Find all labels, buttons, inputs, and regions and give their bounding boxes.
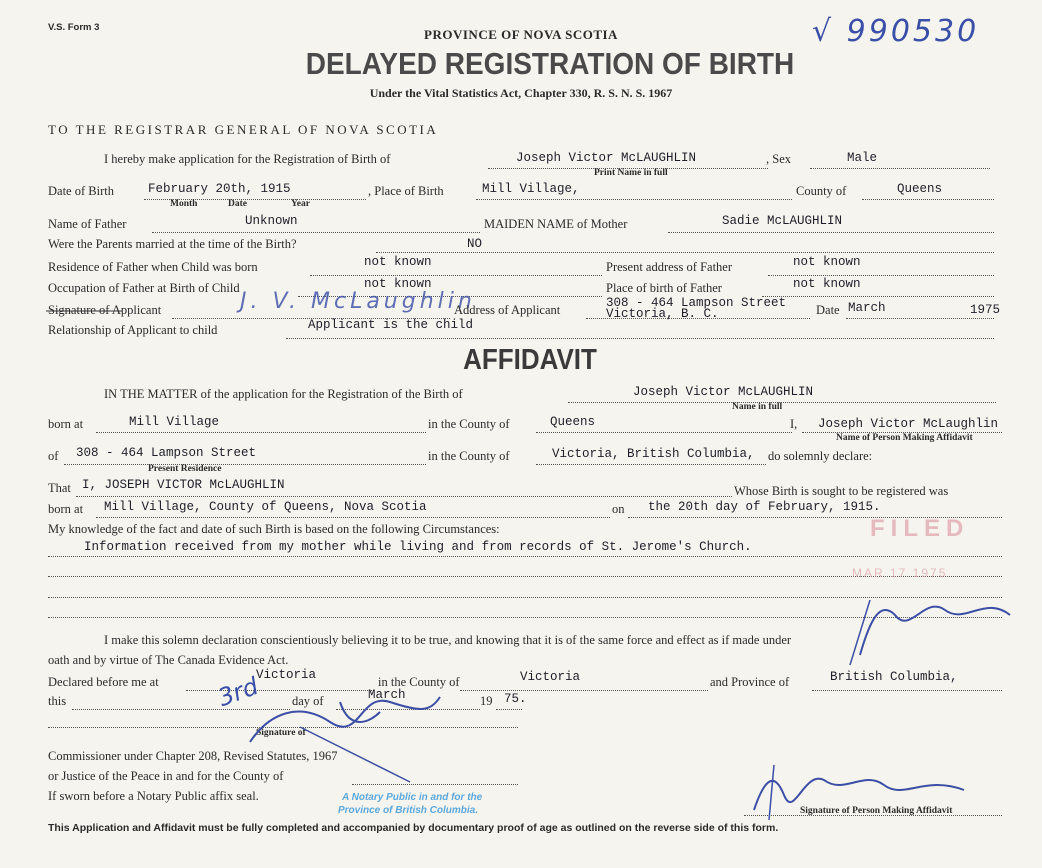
county2-field[interactable]: Victoria, British Columbia, — [552, 447, 755, 461]
filed-stamp: FILED — [870, 515, 970, 542]
married-label: Were the Parents married at the time of the Birth? — [48, 237, 297, 251]
county-label: County of — [796, 184, 847, 198]
commissioner-label: Commissioner under Chapter 208, Revised Statutes, 1967 — [48, 749, 338, 763]
date-label: Date — [816, 303, 840, 317]
mother-field[interactable]: Sadie McLAUGHLIN — [722, 214, 843, 228]
that-field[interactable]: I, JOSEPH VICTOR McLAUGHLIN — [82, 478, 285, 492]
father-field[interactable]: Unknown — [245, 214, 298, 228]
pob-father-label: Place of birth of Father — [606, 281, 722, 295]
filed-stamp-date: MAR 17 1975 — [852, 566, 948, 580]
signature-person-caption: Signature of Person Making Affidavit — [800, 806, 953, 816]
in-county3-label: in the County of — [378, 675, 460, 689]
address-line-2[interactable]: Victoria, B. C. — [606, 307, 719, 321]
sex-field[interactable]: Male — [847, 151, 878, 165]
notary-stamp-line-2: Province of British Columbia. — [338, 805, 479, 816]
knowledge-label: My knowledge of the fact and date of such Birth is based on the following Circumstances: — [48, 522, 500, 536]
day-of-label: day of — [292, 694, 324, 708]
born-at-label: born at — [48, 417, 84, 431]
in-county-label: in the County of — [428, 417, 510, 431]
solemn-line-1: I make this solemn declaration conscientiously believing it to be true, and knowing that it is of the same force and effect as if made under — [104, 633, 792, 647]
date-caption: Date — [228, 199, 247, 209]
notary-label: If sworn before a Notary Public affix seal. — [48, 789, 259, 803]
married-field[interactable]: NO — [467, 237, 483, 251]
present-father-field[interactable]: not known — [793, 255, 861, 269]
province-title: PROVINCE OF NOVA SCOTIA — [424, 27, 618, 42]
date-year-field[interactable]: 1975 — [970, 303, 1001, 317]
date-month-field[interactable]: March — [848, 301, 886, 315]
county3-field[interactable]: Victoria — [520, 670, 581, 684]
residence-field[interactable]: 308 - 464 Lampson Street — [76, 446, 257, 460]
of-label: of — [48, 449, 59, 463]
relationship-label: Relationship of Applicant to child — [48, 323, 218, 337]
handwritten-registration-number: √ 990530 — [812, 14, 980, 49]
justice-label: or Justice of the Peace in and for the County of — [48, 769, 284, 783]
i-label: I, — [790, 417, 798, 431]
occ-father-field[interactable]: not known — [364, 277, 432, 291]
signature-applicant-label: Signature of Applicant — [48, 303, 162, 317]
that-label: That — [48, 481, 71, 495]
present-father-label: Present address of Father — [606, 260, 733, 274]
father-label: Name of Father — [48, 217, 127, 231]
on-date-field[interactable]: the 20th day of February, 1915. — [648, 500, 881, 514]
affidavit-intro: IN THE MATTER of the application for the Registration of the Birth of — [104, 387, 463, 401]
circumstances-field[interactable]: Information received from my mother while living and from records of St. Jerome's Church. — [84, 540, 752, 554]
residence-caption: Present Residence — [148, 464, 222, 474]
mother-label: MAIDEN NAME of Mother — [484, 217, 628, 231]
this-label: this — [48, 694, 67, 708]
intro-label: I hereby make application for the Registration of Birth of — [104, 152, 391, 166]
affidavit-name-field[interactable]: Joseph Victor McLAUGHLIN — [633, 385, 814, 399]
pob-field[interactable]: Mill Village, — [482, 182, 580, 196]
applicant-signature[interactable]: J. V. McLaughlin — [240, 289, 476, 314]
year-field[interactable]: 75. — [504, 692, 527, 706]
commissioner-signature[interactable] — [240, 672, 460, 792]
dob-label: Date of Birth — [48, 184, 114, 198]
declared-label: Declared before me at — [48, 675, 159, 689]
affidavit-heading: AFFIDAVIT — [463, 342, 597, 376]
solemn-line-2: oath and by virtue of The Canada Evidence Act. — [48, 653, 289, 667]
form-title: DELAYED REGISTRATION OF BIRTH — [305, 46, 795, 81]
month-caption: Month — [170, 199, 198, 209]
declare-label: do solemnly declare: — [768, 449, 873, 463]
province-field[interactable]: British Columbia, — [830, 670, 958, 684]
pob-label: , Place of Birth — [368, 184, 444, 198]
month-field[interactable]: March — [368, 688, 406, 702]
strike-through-mark — [46, 309, 122, 313]
notary-stamp-line-1: A Notary Public in and for the — [342, 792, 483, 803]
dob-field[interactable]: February 20th, 1915 — [148, 182, 291, 196]
form-number: V.S. Form 3 — [48, 22, 100, 33]
whose-birth-label: Whose Birth is sought to be registered was — [734, 484, 949, 498]
address-label: Address of Applicant — [454, 303, 561, 317]
declared-at-field[interactable]: Victoria — [256, 668, 317, 682]
signature-of-caption: Signature of — [256, 728, 306, 738]
on-label: on — [612, 502, 625, 516]
year-caption: Year — [291, 199, 310, 209]
act-subtitle: Under the Vital Statistics Act, Chapter 330, R. S. N. S. 1967 — [369, 86, 673, 100]
address-line-1[interactable]: 308 - 464 Lampson Street — [606, 296, 787, 310]
born-at2-field[interactable]: Mill Village, County of Queens, Nova Scotia — [104, 500, 427, 514]
print-name-caption: Print Name in full — [594, 168, 668, 178]
footer-note: This Application and Affidavit must be fully completed and accompanied by documentary proof of age as outlined on the reverse side of this form. — [48, 822, 779, 834]
affidavit-county-field[interactable]: Queens — [550, 415, 596, 429]
sex-label: , Sex — [766, 152, 791, 166]
in-county2-label: in the County of — [428, 449, 510, 463]
child-name-field[interactable]: Joseph Victor McLAUGHLIN — [516, 151, 697, 165]
registrar-address: TO THE REGISTRAR GENERAL OF NOVA SCOTIA — [48, 122, 439, 137]
deponent-signature[interactable] — [744, 750, 974, 830]
born-at-field[interactable]: Mill Village — [129, 415, 220, 429]
pob-father-field[interactable]: not known — [793, 277, 861, 291]
relationship-field[interactable]: Applicant is the child — [308, 318, 474, 332]
occ-father-label: Occupation of Father at Birth of Child — [48, 281, 240, 295]
deponent-field[interactable]: Joseph Victor McLaughlin — [818, 417, 999, 431]
day-field[interactable]: 3rd — [214, 671, 262, 713]
born-at2-label: born at — [48, 502, 84, 516]
province-label: and Province of — [710, 675, 790, 689]
name-in-full-caption: Name in full — [732, 402, 783, 412]
res-father-label: Residence of Father when Child was born — [48, 260, 258, 274]
registrar-signature — [810, 580, 1020, 670]
deponent-caption: Name of Person Making Affidavit — [836, 433, 973, 443]
year-prefix: 19 — [480, 694, 493, 708]
res-father-field[interactable]: not known — [364, 255, 432, 269]
county-field[interactable]: Queens — [897, 182, 943, 196]
